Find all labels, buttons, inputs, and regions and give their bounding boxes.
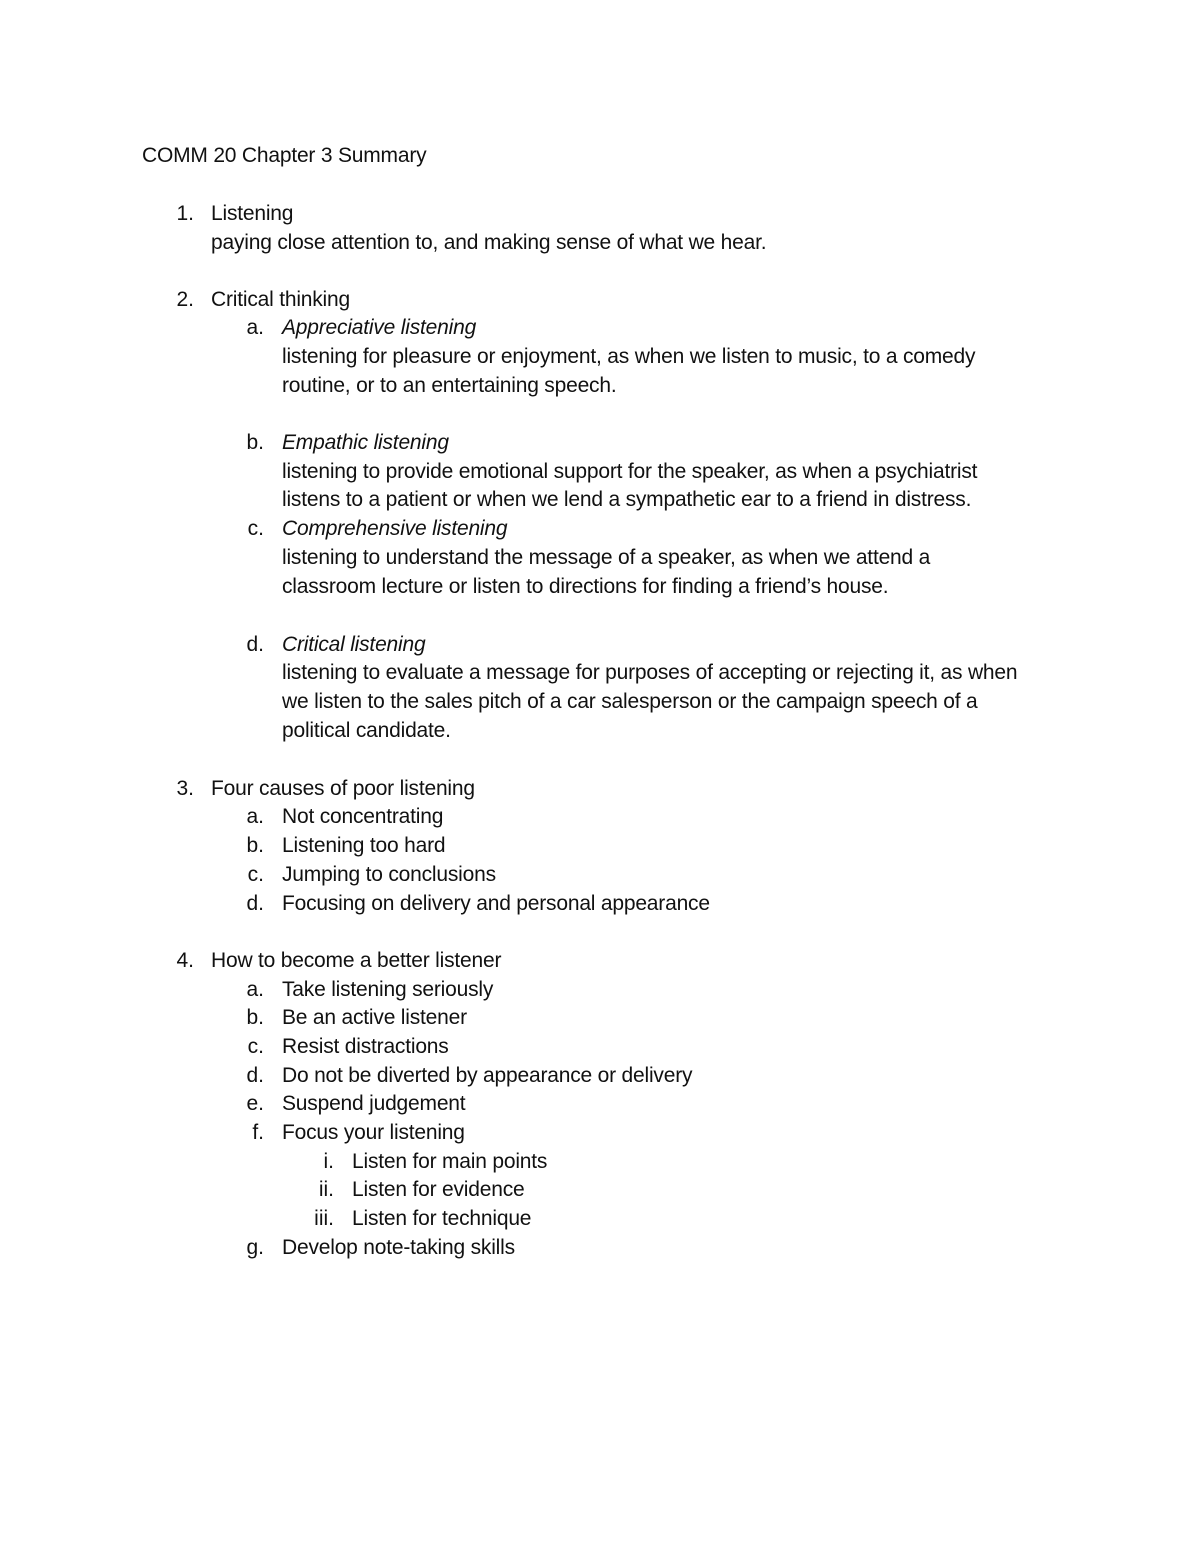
section-number: 4. [176, 949, 194, 972]
sub-list-item: Listen for technique [352, 1207, 532, 1230]
list-item: Focusing on delivery and personal appearance [282, 892, 710, 915]
description-line: listening to evaluate a message for purposes of accepting or rejecting it, as when [282, 661, 1018, 684]
section-heading: Listening [211, 202, 294, 225]
list-item: Resist distractions [282, 1035, 449, 1058]
listening-term: Comprehensive listening [282, 517, 508, 540]
list-item: Develop note-taking skills [282, 1236, 515, 1259]
list-item: Listening too hard [282, 834, 446, 857]
description-line: listening for pleasure or enjoyment, as when we listen to music, to a comedy [282, 345, 976, 368]
subitem-numeral: ii. [318, 1178, 334, 1201]
item-letter: f. [252, 1121, 264, 1144]
item-letter: d. [246, 633, 264, 656]
list-item: Jumping to conclusions [282, 863, 496, 886]
description-line: political candidate. [282, 719, 451, 742]
item-letter: d. [246, 892, 264, 915]
listening-term: Empathic listening [282, 431, 449, 454]
item-letter: c. [247, 1035, 264, 1058]
section-heading: Four causes of poor listening [211, 777, 475, 800]
list-item: Focus your listening [282, 1121, 465, 1144]
section-number: 2. [176, 288, 194, 311]
subitem-numeral: iii. [314, 1207, 334, 1230]
description-line: routine, or to an entertaining speech. [282, 374, 617, 397]
item-letter: b. [246, 431, 264, 454]
description-line: classroom lecture or listen to directions for finding a friend’s house. [282, 575, 889, 598]
item-letter: a. [246, 316, 264, 339]
section-heading: Critical thinking [211, 288, 350, 311]
item-letter: c. [247, 863, 264, 886]
description-line: we listen to the sales pitch of a car salesperson or the campaign speech of a [282, 690, 978, 713]
list-item: Not concentrating [282, 805, 444, 828]
definition-text: paying close attention to, and making sense of what we hear. [211, 231, 767, 254]
listening-term: Critical listening [282, 633, 426, 656]
description-line: listening to understand the message of a speaker, as when we attend a [282, 546, 931, 569]
subitem-numeral: i. [323, 1150, 334, 1173]
section-heading: How to become a better listener [211, 949, 502, 972]
item-letter: a. [246, 978, 264, 1001]
item-letter: e. [246, 1092, 264, 1115]
section-number: 1. [176, 202, 194, 225]
listening-term: Appreciative listening [282, 316, 477, 339]
item-letter: g. [246, 1236, 264, 1259]
description-line: listens to a patient or when we lend a sympathetic ear to a friend in distress. [282, 488, 972, 511]
section-number: 3. [176, 777, 194, 800]
list-item: Take listening seriously [282, 978, 494, 1001]
item-letter: c. [247, 517, 264, 540]
sub-list-item: Listen for evidence [352, 1178, 525, 1201]
list-item: Suspend judgement [282, 1092, 466, 1115]
list-item: Do not be diverted by appearance or delivery [282, 1064, 693, 1087]
item-letter: b. [246, 1006, 264, 1029]
list-item: Be an active listener [282, 1006, 467, 1029]
document-title: COMM 20 Chapter 3 Summary [142, 144, 427, 167]
item-letter: b. [246, 834, 264, 857]
description-line: listening to provide emotional support for the speaker, as when a psychiatrist [282, 460, 978, 483]
item-letter: a. [246, 805, 264, 828]
item-letter: d. [246, 1064, 264, 1087]
sub-list-item: Listen for main points [352, 1150, 548, 1173]
